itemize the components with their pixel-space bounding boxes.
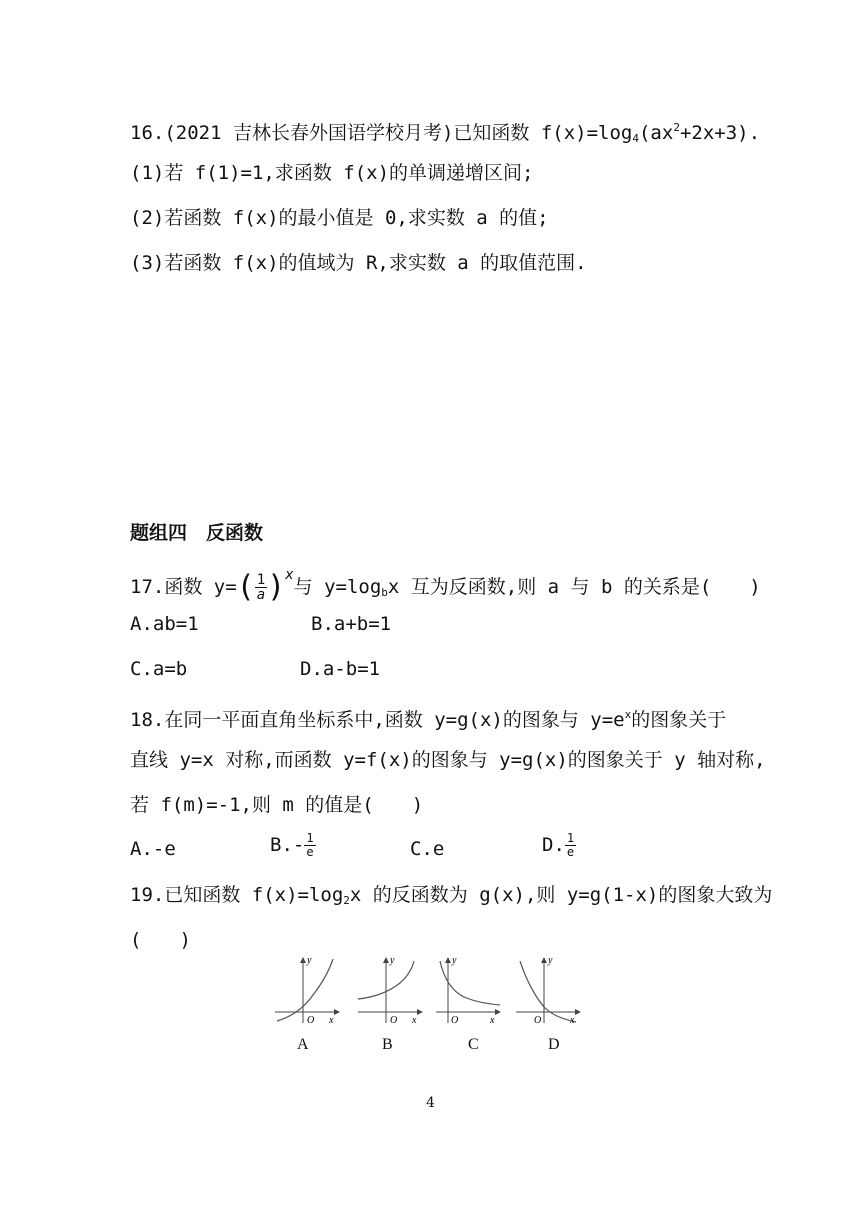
q17-option-c: C.a=b: [130, 658, 188, 680]
x-axis-label: x: [570, 1015, 575, 1025]
q19-line-1: 19.已知函数 $f(x)=\log_2x$ 的反函数为 g(x),则 y=g(1-x)的图象大致为: [130, 884, 773, 907]
q16-stem: [130, 114, 760, 153]
section-heading: 题组四 反函数: [130, 522, 264, 544]
q19-log-base: 2: [343, 894, 350, 907]
q16-log-base: 4: [632, 132, 639, 145]
graph-a: [273, 955, 343, 1025]
q18-option-a: A.-e: [130, 838, 176, 860]
graph-b-label: B: [382, 1036, 393, 1053]
y-axis-label: y: [548, 955, 553, 966]
q16-part-1: (1)若 f(1)=1,求函数 f(x)的单调递增区间;: [130, 162, 534, 184]
graph-c: [434, 955, 504, 1025]
y-axis-label: y: [452, 955, 457, 966]
q17-stem: 17.函数 y=( $\frac{1}{a}$ )$^x$与 $y=\log_bx$ 互为反函数,则 a 与 b 的关系是( ): [130, 567, 761, 605]
curve: [520, 961, 576, 1022]
q17-mid: 与 y=log: [293, 576, 382, 598]
q18-option-d: D. $\frac{1}{e}$: [542, 831, 575, 859]
q19-line-2: ( ): [130, 929, 191, 951]
q17-option-b: B.a+b=1: [311, 613, 392, 635]
q18-option-c: C.e: [410, 838, 445, 860]
origin-label: O: [451, 1015, 459, 1025]
graph-d: [514, 955, 584, 1025]
curve: [440, 961, 500, 1005]
q17-option-a: A.ab=1: [130, 613, 199, 635]
q18-line-2: 直线 y=x 对称,而函数 y=f(x)的图象与 y=g(x)的图象关于 y 轴对称,: [130, 749, 766, 771]
origin-label: O: [534, 1015, 542, 1025]
x-axis-label: x: [329, 1015, 334, 1025]
y-axis-label: y: [307, 955, 312, 966]
q16-part-2: (2)若函数 f(x)的最小值是 0,求实数 a 的值;: [130, 207, 549, 229]
q18-exponent: x: [624, 708, 632, 721]
q16-stem-b: (ax: [638, 122, 674, 144]
q16-source: (2021 吉林长春外国语学校月考): [164, 122, 454, 144]
q16-part-3: (3)若函数 f(x)的值域为 R,求实数 a 的取值范围.: [130, 252, 587, 274]
graph-c-label: C: [468, 1036, 479, 1053]
q17-option-d: D.a-b=1: [300, 658, 381, 680]
q17-log-base: b: [381, 586, 388, 599]
q17-prefix: 17.函数 y=: [130, 576, 237, 598]
q16-stem-a: 已知函数 f(x)=log: [453, 122, 633, 144]
origin-label: O: [390, 1015, 398, 1025]
graph-b: [356, 955, 426, 1025]
x-axis-label: x: [490, 1015, 495, 1025]
q18-line-1: 18.在同一平面直角坐标系中,函数 y=g(x)的图象与 $y=e^x$的图象关于: [130, 708, 727, 731]
y-axis-label: y: [390, 955, 395, 966]
q17-suffix: x 互为反函数,则 a 与 b 的关系是( ): [387, 576, 761, 598]
page-number: 4: [426, 1095, 435, 1111]
q18-option-b: B.- $\frac{1}{e}$: [270, 831, 314, 859]
origin-label: O: [307, 1015, 315, 1025]
q17-exponent: x: [285, 567, 294, 583]
q17-fraction: $\frac{1}{a}$: [256, 572, 266, 603]
graph-a-label: A: [297, 1036, 309, 1053]
q18-line-3: 若 f(m)=-1,则 m 的值是( ): [130, 794, 424, 816]
q16-exponent: 2: [673, 121, 680, 134]
q16-number: 16.: [130, 122, 165, 144]
q16-stem-c: +2x+3).: [679, 122, 761, 144]
x-axis-label: x: [412, 1015, 417, 1025]
graph-d-label: D: [548, 1036, 560, 1053]
